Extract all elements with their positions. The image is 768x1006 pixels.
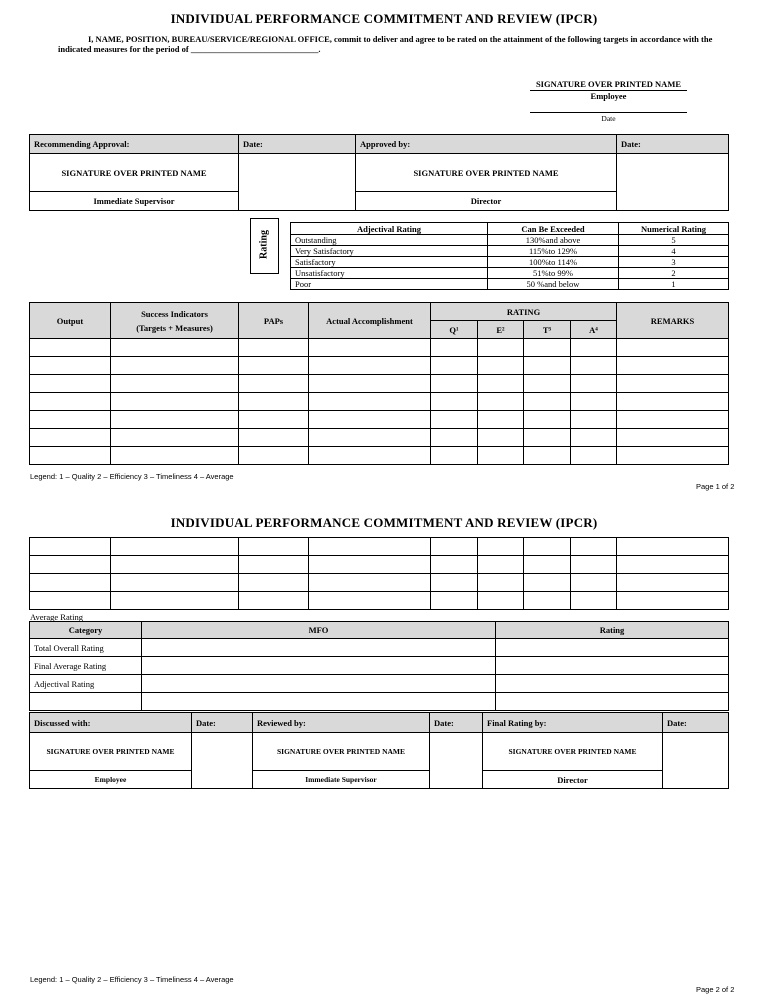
mfo-cell[interactable] [142,657,496,675]
director-label: Director [356,192,617,211]
table-row [291,257,729,268]
intro-rest: commit to deliver and agree to be rated on the attainment of the following targets in accordance with the [331,34,713,44]
range-cell: 51%to 99% [488,268,619,279]
numerical-cell: 2 [619,268,729,279]
approval-table [29,134,729,211]
date-cell[interactable] [239,154,356,211]
intro-bold: I, NAME, POSITION, BUREAU/SERVICE/REGIONAL OFFICE, [88,34,332,44]
average-rating-label: Average Rating [30,612,83,622]
rating-scale-table [290,222,729,290]
rating-cell[interactable] [496,693,729,711]
rating-header: Rating [496,622,729,639]
supervisor-signature-label: SIGNATURE OVER PRINTED NAME [253,733,430,771]
date-label: Date: [430,713,483,733]
mfo-header: MFO [142,622,496,639]
reviewed-by-label: Reviewed by: [253,713,430,733]
table-row [291,268,729,279]
employee-date-line [530,112,687,113]
page2-title: INDIVIDUAL PERFORMANCE COMMITMENT AND REVIEW (IPCR) [170,515,598,530]
range-cell: 130%and above [488,235,619,246]
adjectival-rating-label: Adjectival Rating [30,675,142,693]
director-label: Director [483,771,663,789]
immediate-supervisor-label: Immediate Supervisor [30,192,239,211]
table-row[interactable] [30,339,729,357]
table-row [291,235,729,246]
output-header: Output [30,303,111,339]
director-signature-label: SIGNATURE OVER PRINTED NAME [483,733,663,771]
intro-line2: indicated measures for the period of ______________________________. [58,44,321,54]
numerical-rating-header: Numerical Rating [619,223,729,235]
date-label: Date: [239,135,356,154]
table-row[interactable] [30,411,729,429]
table-row [291,246,729,257]
table-row[interactable] [30,592,729,610]
date-label: Date: [663,713,729,733]
date-cell[interactable] [663,733,729,789]
adjectival-cell: Poor [291,279,488,290]
quality-header: Q¹ [431,321,478,339]
employee-signature-label: SIGNATURE OVER PRINTED NAME [535,79,682,89]
timeliness-header: T³ [524,321,571,339]
table-row [291,279,729,290]
success-indicators-line1: Success Indicators [141,308,208,319]
numerical-cell: 1 [619,279,729,290]
legend: Legend: 1 – Quality 2 – Efficiency 3 – Timeliness 4 – Average [30,975,234,984]
supervisor-signature-label: SIGNATURE OVER PRINTED NAME [30,154,239,192]
date-label: Date: [192,713,253,733]
success-indicators-line2: (Targets + Measures) [136,322,213,333]
table-row [30,693,729,711]
date-label: Date: [617,135,729,154]
table-row[interactable] [30,393,729,411]
employee-date-label: Date [601,114,616,123]
adjectival-cell: Outstanding [291,235,488,246]
immediate-supervisor-label: Immediate Supervisor [253,771,430,789]
table-row[interactable] [30,429,729,447]
category-header: Category [30,622,142,639]
table-row[interactable] [30,357,729,375]
signatory-table [29,712,729,789]
commitment-table-continued [29,537,729,610]
table-row[interactable] [30,556,729,574]
rating-vertical-label: Rating [258,230,270,259]
range-cell: 50 %and below [488,279,619,290]
mfo-cell[interactable] [142,639,496,657]
employee-label: Employee [590,91,627,101]
mfo-cell[interactable] [142,693,496,711]
table-row[interactable] [30,375,729,393]
table-row [30,639,729,657]
average-header: A⁴ [571,321,617,339]
table-row [30,657,729,675]
paps-header: PAPs [239,303,309,339]
table-row [30,675,729,693]
legend: Legend: 1 – Quality 2 – Efficiency 3 – Timeliness 4 – Average [30,472,234,481]
numerical-cell: 4 [619,246,729,257]
employee-label: Employee [30,771,192,789]
efficiency-header: E² [478,321,524,339]
intro-statement [58,34,738,54]
summary-table [29,621,729,711]
date-cell[interactable] [617,154,729,211]
can-be-exceeded-header: Can Be Exceeded [488,223,619,235]
total-overall-rating-label: Total Overall Rating [30,639,142,657]
rating-cell[interactable] [496,639,729,657]
table-row[interactable] [30,574,729,592]
remarks-header: REMARKS [617,303,729,339]
actual-accomplishment-header: Actual Accomplishment [309,303,431,339]
rating-label-box [250,218,279,274]
adjectival-rating-header: Adjectival Rating [291,223,488,235]
range-cell: 115%to 129% [488,246,619,257]
date-cell[interactable] [430,733,483,789]
adjectival-cell: Satisfactory [291,257,488,268]
page1-title: INDIVIDUAL PERFORMANCE COMMITMENT AND REVIEW (IPCR) [170,11,598,26]
employee-signature-label: SIGNATURE OVER PRINTED NAME [30,733,192,771]
table-row[interactable] [30,447,729,465]
recommending-approval-label: Recommending Approval: [30,135,239,154]
table-row[interactable] [30,538,729,556]
numerical-cell: 5 [619,235,729,246]
range-cell: 100%to 114% [488,257,619,268]
final-rating-by-label: Final Rating by: [483,713,663,733]
date-cell[interactable] [192,733,253,789]
rating-cell[interactable] [496,657,729,675]
director-signature-label: SIGNATURE OVER PRINTED NAME [356,154,617,192]
blank-category-cell [30,693,142,711]
success-indicators-header [111,303,239,339]
page-number: Page 1 of 2 [696,482,735,491]
discussed-with-label: Discussed with: [30,713,192,733]
final-average-rating-label: Final Average Rating [30,657,142,675]
adjectival-cell: Very Satisfactory [291,246,488,257]
rating-cell[interactable] [496,675,729,693]
mfo-cell[interactable] [142,675,496,693]
adjectival-cell: Unsatisfactory [291,268,488,279]
commitment-table [29,302,729,465]
rating-header: RATING [431,303,617,321]
page-number: Page 2 of 2 [696,985,735,994]
approved-by-label: Approved by: [356,135,617,154]
numerical-cell: 3 [619,257,729,268]
